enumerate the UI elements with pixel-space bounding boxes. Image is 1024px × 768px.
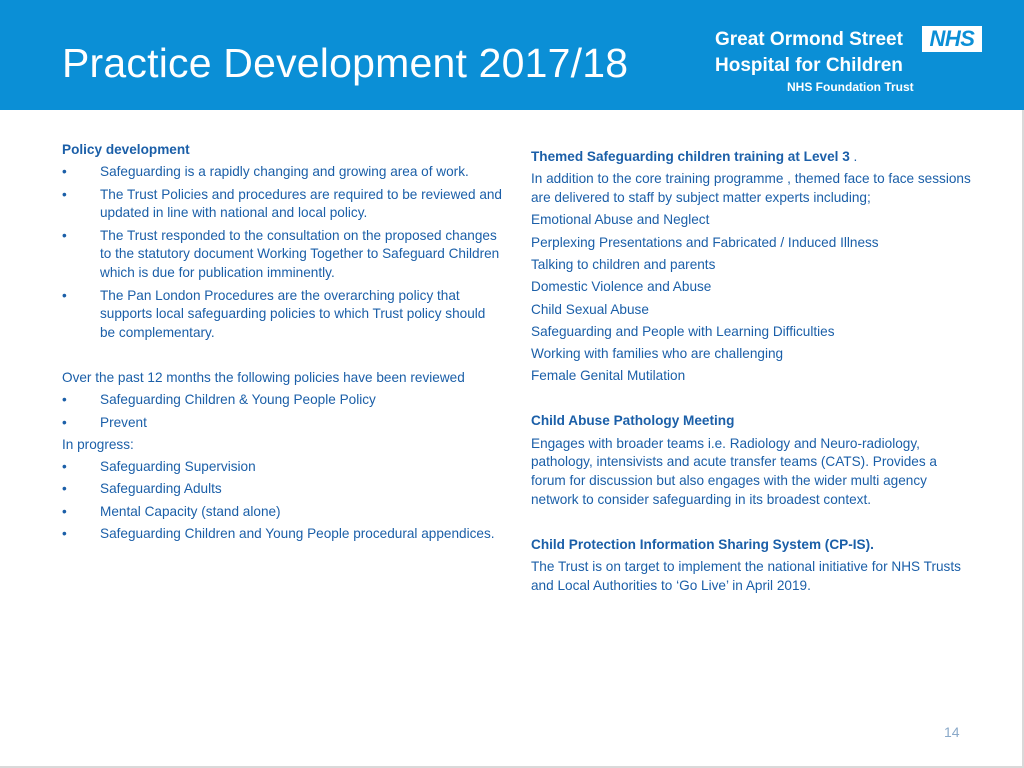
training-topic: Emotional Abuse and Neglect bbox=[531, 212, 710, 228]
training-topic: Safeguarding and People with Learning Difficulties bbox=[531, 323, 835, 339]
reviewed-policy-text: Safeguarding Children & Young People Policy bbox=[100, 392, 376, 408]
left-column bbox=[62, 141, 502, 544]
right-column bbox=[531, 148, 971, 596]
cpis-heading: Child Protection Information Sharing System (CP-IS). bbox=[531, 536, 874, 552]
policy-development-heading: Policy development bbox=[62, 142, 190, 157]
policy-bullet bbox=[62, 227, 502, 283]
training-heading-suffix: . bbox=[849, 149, 858, 164]
pathology-meeting-heading: Child Abuse Pathology Meeting bbox=[531, 413, 735, 429]
bullet-glyph: • bbox=[62, 414, 67, 430]
reviewed-intro: Over the past 12 months the following policies have been reviewed bbox=[62, 369, 465, 385]
training-topic: Female Genital Mutilation bbox=[531, 368, 686, 384]
nhs-logo-badge: NHS bbox=[922, 26, 982, 52]
in-progress-item bbox=[62, 480, 502, 499]
training-heading-line bbox=[531, 148, 971, 167]
training-topic: Domestic Violence and Abuse bbox=[531, 279, 712, 295]
in-progress-text: Mental Capacity (stand alone) bbox=[100, 503, 281, 519]
training-intro: In addition to the core training programme , themed face to face sessions are delivered to staff by subject matter experts including; bbox=[531, 171, 971, 206]
in-progress-text: Safeguarding Children and Young People procedural appendices. bbox=[100, 526, 495, 542]
bullet-glyph: • bbox=[62, 503, 67, 519]
in-progress-text: Safeguarding Adults bbox=[100, 481, 222, 497]
in-progress-text: Safeguarding Supervision bbox=[100, 459, 256, 475]
in-progress-item bbox=[62, 458, 502, 477]
policy-bullet-text: The Trust Policies and procedures are required to be reviewed and updated in line with national and local policy. bbox=[100, 186, 502, 221]
training-topic: Working with families who are challenging bbox=[531, 346, 784, 362]
bullet-glyph: • bbox=[62, 287, 67, 303]
logo-line-2: Hospital for Children bbox=[715, 55, 903, 76]
logo-line-3: NHS Foundation Trust bbox=[787, 80, 914, 94]
policy-bullet bbox=[62, 186, 502, 224]
training-heading: Themed Safeguarding children training at Level 3 bbox=[531, 149, 850, 164]
training-topic: Talking to children and parents bbox=[531, 256, 716, 272]
training-topic: Perplexing Presentations and Fabricated / Induced Illness bbox=[531, 234, 879, 250]
bullet-glyph: • bbox=[62, 186, 67, 202]
reviewed-policy-item bbox=[62, 391, 502, 410]
bullet-glyph: • bbox=[62, 392, 67, 408]
bullet-glyph: • bbox=[62, 164, 67, 180]
page-title: Practice Development 2017/18 bbox=[62, 40, 629, 86]
page-number: 14 bbox=[944, 724, 960, 740]
bullet-glyph: • bbox=[62, 526, 67, 542]
pathology-meeting-body: Engages with broader teams i.e. Radiology and Neuro-radiology, pathology, intensivists and acute transfer teams (CATS). Provides a forum for discussion but also engages with the wider multi agency network to consider safeguarding in its broadest context. bbox=[531, 435, 937, 507]
slide-header bbox=[0, 0, 1024, 110]
policy-bullet bbox=[62, 163, 502, 182]
in-progress-label: In progress: bbox=[62, 436, 134, 452]
bullet-glyph: • bbox=[62, 459, 67, 475]
hospital-logo bbox=[714, 26, 986, 98]
logo-line-1: Great Ormond Street bbox=[715, 29, 903, 50]
policy-bullet-text: Safeguarding is a rapidly changing and growing area of work. bbox=[100, 164, 469, 180]
policy-bullet-text: The Trust responded to the consultation on the proposed changes to the statutory document Working Together to Safeguard Children which is due for publication imminently. bbox=[100, 227, 500, 281]
reviewed-policy-text: Prevent bbox=[100, 414, 147, 430]
bullet-glyph: • bbox=[62, 227, 67, 243]
bullet-glyph: • bbox=[62, 481, 67, 497]
policy-bullet-text: The Pan London Procedures are the overarching policy that supports local safeguarding policies to which Trust policy should be complementary. bbox=[100, 287, 486, 341]
training-topic: Child Sexual Abuse bbox=[531, 301, 649, 317]
in-progress-item bbox=[62, 525, 502, 544]
reviewed-policy-item bbox=[62, 414, 502, 433]
in-progress-item bbox=[62, 503, 502, 522]
policy-bullet bbox=[62, 287, 502, 343]
cpis-body: The Trust is on target to implement the national initiative for NHS Trusts and Local Authorities to ‘Go Live’ in April 2019. bbox=[531, 559, 961, 593]
